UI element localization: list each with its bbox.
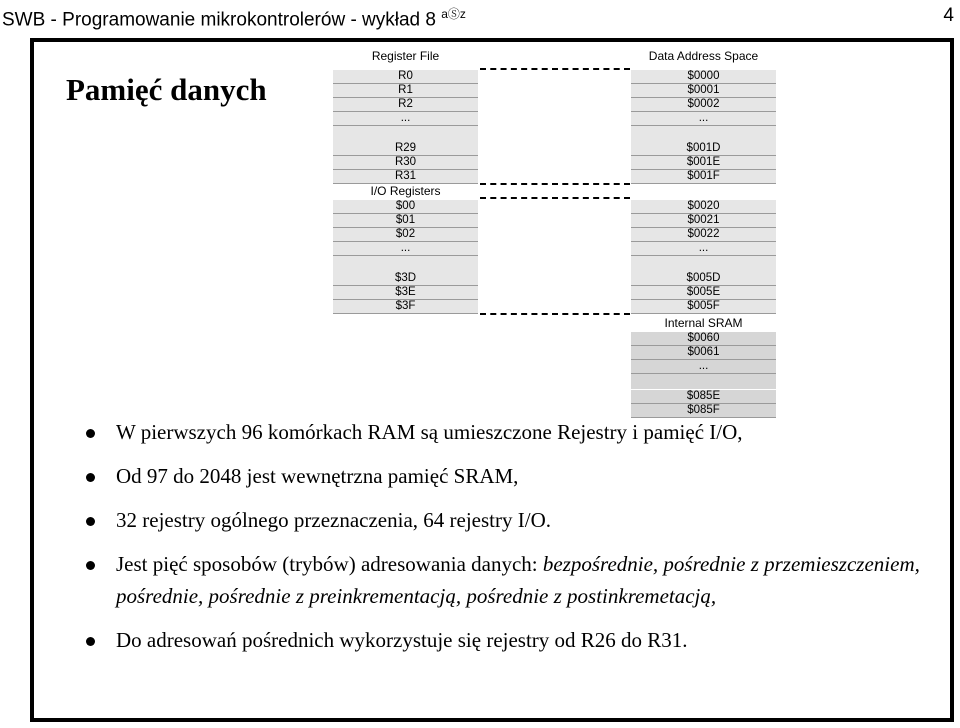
bullet-dot (86, 429, 95, 438)
slide-header (0, 0, 960, 30)
reg-cell: R2 (333, 98, 478, 112)
register-file-header: Register File (371, 49, 440, 63)
addr-cell: $005E (631, 286, 776, 300)
bullet-text: Jest pięć sposobów (trybów) adresowania danych: (116, 552, 543, 576)
addr-cell: $0021 (631, 214, 776, 228)
addr-cell: $001D (631, 142, 776, 156)
reg-cell: R29 (333, 142, 478, 156)
reg-cell: ... (333, 112, 478, 126)
bullet-text: Od 97 do 2048 jest wewnętrzna pamięć SRAM, (116, 464, 519, 488)
io-registers-header: I/O Registers (370, 184, 441, 198)
sram-cell: ... (631, 360, 776, 374)
sram-cell: $0061 (631, 346, 776, 360)
internal-sram-header: Internal SRAM (664, 316, 743, 330)
mapping-line (480, 183, 630, 185)
bullet-dot (86, 473, 95, 482)
addr-cell: $005D (631, 272, 776, 286)
sram-cell: $0060 (631, 332, 776, 346)
addr-cell: ... (631, 242, 776, 256)
bullet-item (86, 416, 926, 448)
addr-cell: $001E (631, 156, 776, 170)
addr-cell: $0001 (631, 84, 776, 98)
addr-cell: ... (631, 112, 776, 126)
bullet-text: Do adresowań pośrednich wykorzystuje się rejestry od R26 do R31. (116, 628, 688, 652)
bullet-dot (86, 637, 95, 646)
io-cell: $00 (333, 200, 478, 214)
io-cell: ... (333, 242, 478, 256)
io-cell: $02 (333, 228, 478, 242)
slide-title: Pamięć danych (66, 72, 267, 107)
reg-cell: R0 (333, 70, 478, 84)
bullet-dot (86, 517, 95, 526)
addr-cell: $0020 (631, 200, 776, 214)
addr-cell: $0000 (631, 70, 776, 84)
bullet-list (86, 416, 926, 668)
bullet-item (86, 460, 926, 492)
mapping-line (480, 197, 630, 199)
memory-map-diagram (330, 46, 790, 422)
sram-cell: $085F (631, 404, 776, 418)
bullet-italic-text: bezpośrednie, pośrednie z przemieszczeniem, pośrednie, pośrednie z preinkrementacją, pośrednie z postinkremetacją, (116, 552, 920, 608)
io-cell: $3E (333, 286, 478, 300)
reg-cell: R30 (333, 156, 478, 170)
mapping-line (480, 68, 630, 70)
reg-cell: R31 (333, 170, 478, 184)
bullet-item (86, 548, 926, 612)
bullet-text: W pierwszych 96 komórkach RAM są umieszczone Rejestry i pamięć I/O, (116, 420, 743, 444)
io-cell: $3D (333, 272, 478, 286)
page-number: 4 (943, 5, 954, 26)
addr-cell: $0002 (631, 98, 776, 112)
data-address-space-header: Data Address Space (648, 49, 759, 63)
bullet-dot (86, 561, 95, 570)
bullet-text: 32 rejestry ogólnego przeznaczenia, 64 rejestry I/O. (116, 508, 551, 532)
bullet-item (86, 624, 926, 656)
addr-cell: $001F (631, 170, 776, 184)
sram-gap (631, 374, 776, 389)
io-cell: $01 (333, 214, 478, 228)
sram-cell: $085E (631, 390, 776, 404)
header-title: SWB - Programowanie mikrokontrolerów - wykład 8 $^{aⓈz}$ (2, 7, 466, 31)
mapping-line (480, 313, 630, 315)
reg-cell: R1 (333, 84, 478, 98)
bullet-item (86, 504, 926, 536)
addr-cell: $0022 (631, 228, 776, 242)
header-superscript: aⓈz (441, 7, 466, 21)
addr-cell: $005F (631, 300, 776, 314)
io-cell: $3F (333, 300, 478, 314)
